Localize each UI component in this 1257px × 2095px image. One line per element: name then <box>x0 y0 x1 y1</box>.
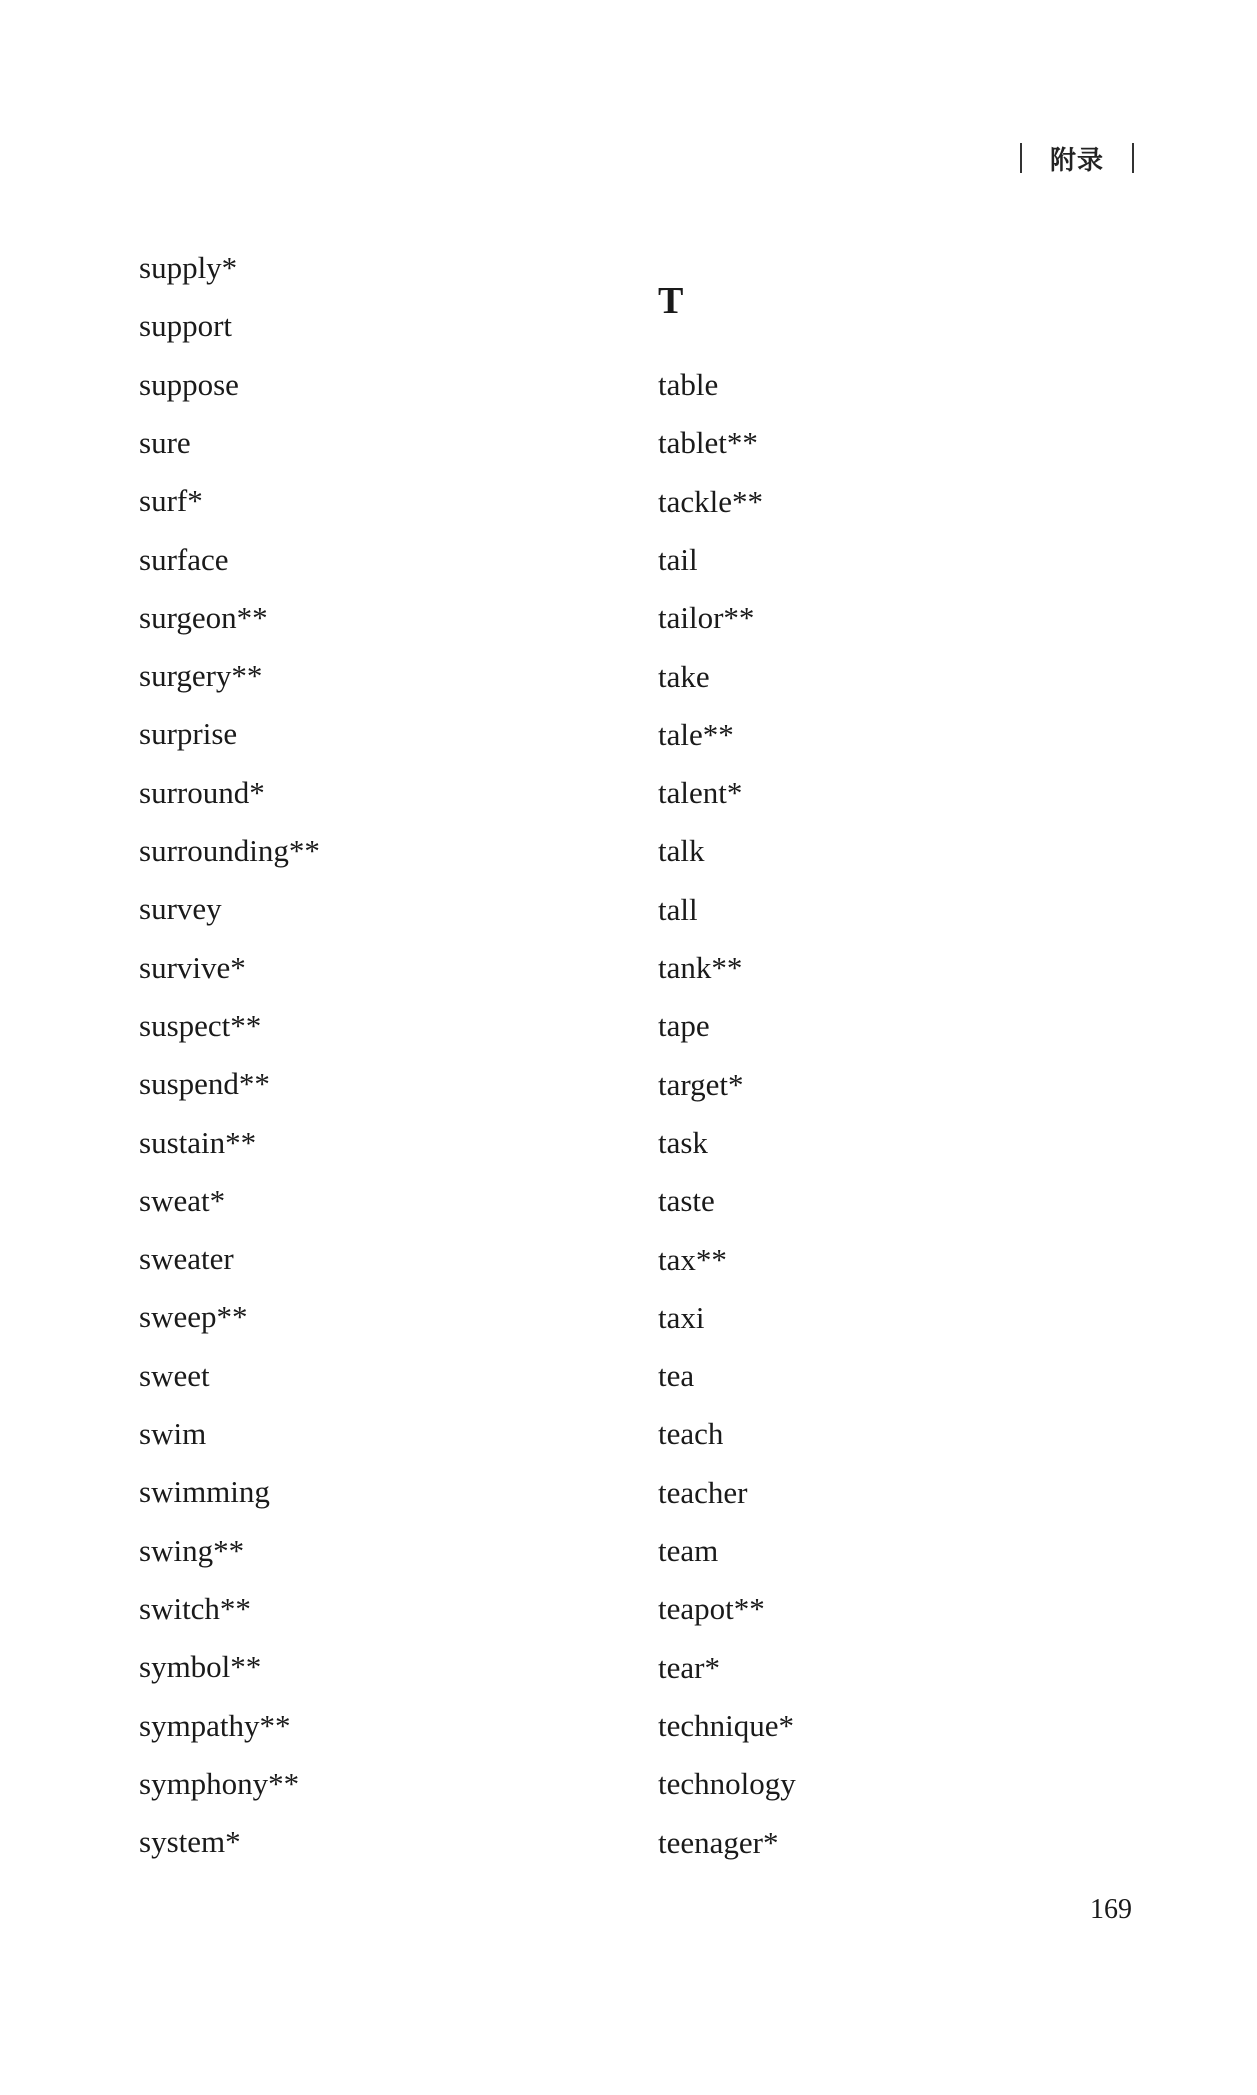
section-title: 附录 <box>1050 145 1105 176</box>
word-entry: talent* <box>658 775 743 811</box>
word-entry: tear* <box>658 1649 720 1685</box>
word-entry: team <box>658 1533 719 1568</box>
word-entry: switch** <box>139 1590 251 1626</box>
word-entry: table <box>658 367 719 402</box>
word-entry: take <box>658 658 710 694</box>
word-entry: suspend** <box>139 1066 270 1102</box>
word-entry: survive* <box>139 949 246 985</box>
word-entry: suspect** <box>139 1007 262 1043</box>
header-divider-right <box>1132 143 1134 173</box>
word-entry: teenager* <box>658 1824 779 1860</box>
page-number: 169 <box>1090 1894 1132 1925</box>
word-entry: support <box>139 308 232 344</box>
word-entry: task <box>658 1124 708 1160</box>
word-entry: surgeon** <box>139 599 268 635</box>
word-entry: tablet** <box>658 425 758 461</box>
word-entry: surrounding** <box>139 833 320 868</box>
word-entry: surgery** <box>139 658 263 694</box>
word-entry: technology <box>658 1766 796 1802</box>
word-entry: survey <box>139 891 222 927</box>
word-entry: sweat* <box>139 1182 226 1218</box>
word-entry: sure <box>139 424 191 460</box>
section-letter-heading: T <box>658 280 684 322</box>
word-entry: suppose <box>139 366 239 402</box>
word-entry: talk <box>658 833 705 869</box>
word-entry: tea <box>658 1358 695 1394</box>
word-entry: tax** <box>658 1241 727 1277</box>
word-entry: surround* <box>139 774 265 810</box>
word-entry: taste <box>658 1183 715 1219</box>
word-entry: teapot** <box>658 1591 765 1627</box>
word-entry: surprise <box>139 716 238 752</box>
word-entry: sweet <box>139 1357 210 1393</box>
word-entry: sweep** <box>139 1299 248 1335</box>
word-entry: surf* <box>139 483 203 519</box>
word-entry: swim <box>139 1416 207 1451</box>
word-entry: tall <box>658 891 698 927</box>
word-entry: teach <box>658 1416 724 1452</box>
word-entry: technique* <box>658 1707 795 1743</box>
word-entry: supply* <box>139 250 238 285</box>
word-entry: tale** <box>658 716 734 752</box>
word-entry: target* <box>658 1066 744 1102</box>
word-entry: tape <box>658 1008 710 1044</box>
word-entry: sympathy** <box>139 1707 291 1743</box>
word-entry: tank** <box>658 950 743 985</box>
word-entry: tailor** <box>658 600 755 636</box>
word-entry: taxi <box>658 1299 705 1335</box>
word-entry: system* <box>139 1824 241 1860</box>
word-entry: tackle** <box>658 483 764 519</box>
word-entry: symphony** <box>139 1765 300 1801</box>
running-header <box>1020 138 1134 178</box>
word-entry: tail <box>658 541 698 577</box>
header-divider-left <box>1020 143 1022 173</box>
word-entry: teacher <box>658 1474 748 1510</box>
word-entry: symbol** <box>139 1649 262 1685</box>
word-entry: swimming <box>139 1474 270 1510</box>
word-entry: surface <box>139 541 229 577</box>
word-entry: sustain** <box>139 1124 257 1160</box>
word-entry: sweater <box>139 1241 234 1277</box>
word-entry: swing** <box>139 1532 245 1568</box>
